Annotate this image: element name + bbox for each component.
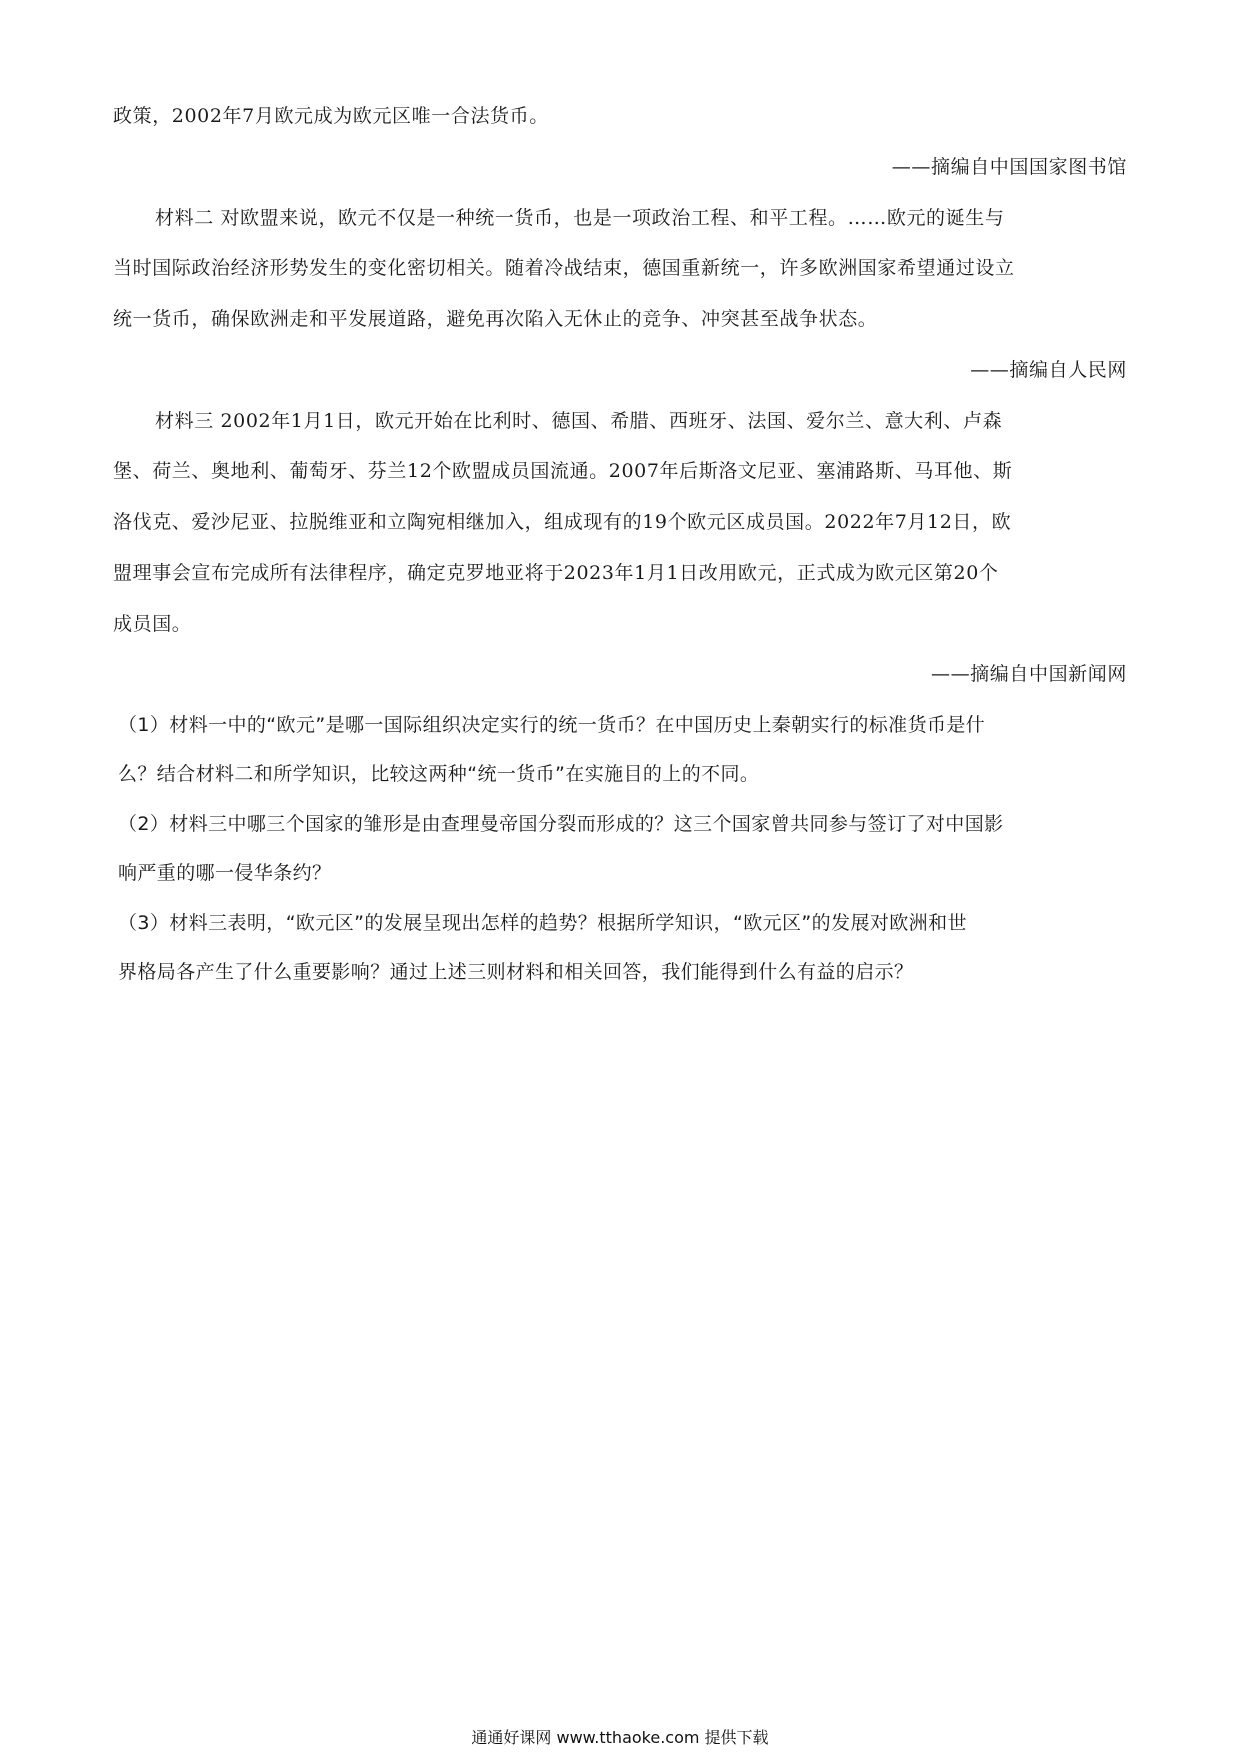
question3-line2: 界格局各产生了什么重要影响？通过上述三则材料和相关回答，我们能得到什么有益的启示？: [118, 961, 914, 983]
question1-line1: （1）材料一中的“欧元”是哪一国际组织决定实行的统一货币？在中国历史上秦朝实行的标准货币是什: [118, 714, 986, 736]
question3-line1: （3）材料三表明，“欧元区”的发展呈现出怎样的趋势？根据所学知识，“欧元区”的发展对欧洲和世: [118, 912, 967, 934]
material3-line1: 材料三 2002年1月1日，欧元开始在比利时、德国、希腊、西班牙、法国、爱尔兰、意大利、卢森: [155, 410, 1003, 432]
question2-line1: （2）材料三中哪三个国家的雏形是由查理曼帝国分裂而形成的？这三个国家曾共同参与签订了对中国影: [118, 813, 1004, 835]
material3-line5: 成员国。: [113, 613, 192, 635]
material1-source: ——摘编自中国国家图书馆: [891, 156, 1127, 178]
page-footer: 通通好课网 www.tthaoke.com 提供下载: [471, 1728, 769, 1747]
question1-line2: 么？结合材料二和所学知识，比较这两种“统一货币”在实施目的上的不同。: [118, 763, 760, 785]
material3-line3: 洛伐克、爱沙尼亚、拉脱维亚和立陶宛相继加入，组成现有的19个欧元区成员国。2022年7月12日，欧: [113, 511, 1012, 533]
material3-line4: 盟理事会宣布完成所有法律程序，确定克罗地亚将于2023年1月1日改用欧元，正式成为欧元区第20个: [113, 562, 999, 584]
material2-line2: 当时国际政治经济形势发生的变化密切相关。随着冷战结束，德国重新统一，许多欧洲国家希望通过设立: [113, 257, 1015, 279]
question2-line2: 响严重的哪一侵华条约？: [118, 862, 332, 884]
material3-line2: 堡、荷兰、奥地利、葡萄牙、芬兰12个欧盟成员国流通。2007年后斯洛文尼亚、塞浦路斯、马耳他、斯: [113, 460, 1013, 482]
material2-line1: 材料二 对欧盟来说，欧元不仅是一种统一货币，也是一项政治工程、和平工程。……欧元的诞生与: [155, 207, 1005, 229]
material2-line3: 统一货币，确保欧洲走和平发展道路，避免再次陷入无休止的竞争、冲突甚至战争状态。: [113, 308, 878, 330]
material3-source: ——摘编自中国新闻网: [930, 663, 1127, 685]
material2-source: ——摘编自人民网: [970, 359, 1127, 381]
material1-line1: 政策，2002年7月欧元成为欧元区唯一合法货币。: [113, 105, 549, 127]
